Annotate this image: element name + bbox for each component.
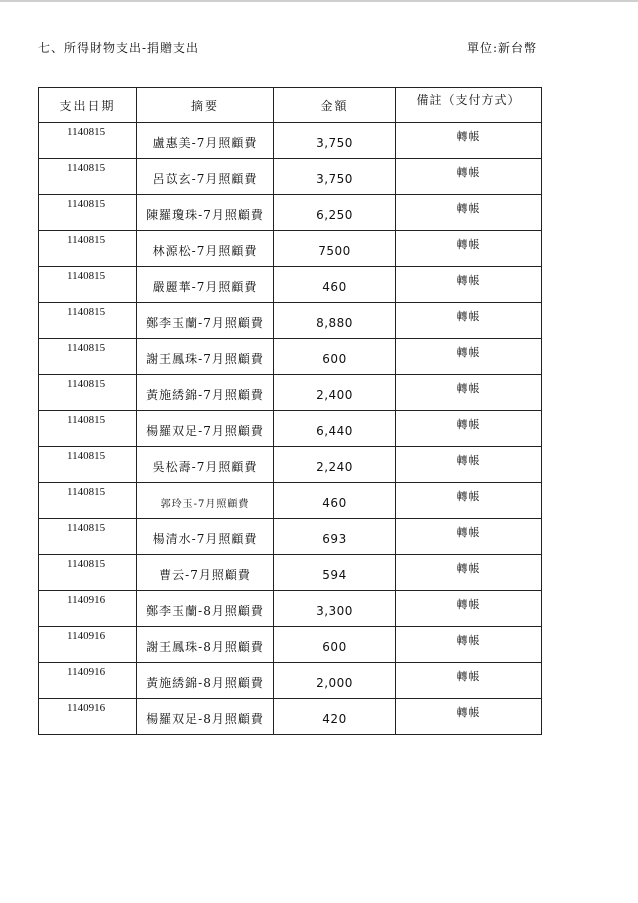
table-row bbox=[39, 519, 542, 555]
table-row bbox=[39, 123, 542, 159]
summary-cell: 黃施綉錦-8月照顧費 bbox=[137, 663, 274, 699]
summary-cell: 楊清水-7月照顧費 bbox=[137, 519, 274, 555]
date-cell: 1140815 bbox=[39, 375, 137, 411]
payment-method-cell: 轉帳 bbox=[396, 267, 542, 303]
table-header-row bbox=[39, 88, 542, 123]
header-date: 支出日期 bbox=[39, 88, 137, 123]
date-cell: 1140815 bbox=[39, 411, 137, 447]
table-row bbox=[39, 195, 542, 231]
payment-method-cell: 轉帳 bbox=[396, 591, 542, 627]
header-summary: 摘要 bbox=[137, 88, 274, 123]
payment-method-cell: 轉帳 bbox=[396, 699, 542, 735]
payment-method-cell: 轉帳 bbox=[396, 519, 542, 555]
payment-method-cell: 轉帳 bbox=[396, 663, 542, 699]
amount-cell: 3,750 bbox=[274, 123, 396, 159]
date-cell: 1140815 bbox=[39, 123, 137, 159]
payment-method-cell: 轉帳 bbox=[396, 195, 542, 231]
summary-cell: 林源松-7月照顧費 bbox=[137, 231, 274, 267]
table-body bbox=[39, 123, 542, 735]
amount-cell: 6,250 bbox=[274, 195, 396, 231]
amount-cell: 600 bbox=[274, 627, 396, 663]
amount-cell: 460 bbox=[274, 483, 396, 519]
table-row bbox=[39, 375, 542, 411]
summary-cell: 吳松壽-7月照顧費 bbox=[137, 447, 274, 483]
amount-cell: 3,750 bbox=[274, 159, 396, 195]
currency-unit: 單位:新台幣 bbox=[467, 41, 538, 55]
table-row bbox=[39, 447, 542, 483]
summary-cell: 曹云-7月照顧費 bbox=[137, 555, 274, 591]
payment-method-cell: 轉帳 bbox=[396, 447, 542, 483]
date-cell: 1140815 bbox=[39, 339, 137, 375]
amount-cell: 460 bbox=[274, 267, 396, 303]
amount-cell: 7500 bbox=[274, 231, 396, 267]
date-cell: 1140815 bbox=[39, 267, 137, 303]
amount-cell: 8,880 bbox=[274, 303, 396, 339]
payment-method-cell: 轉帳 bbox=[396, 555, 542, 591]
amount-cell: 693 bbox=[274, 519, 396, 555]
table-row bbox=[39, 663, 542, 699]
payment-method-cell: 轉帳 bbox=[396, 627, 542, 663]
summary-cell: 嚴麗華-7月照顧費 bbox=[137, 267, 274, 303]
date-cell: 1140815 bbox=[39, 195, 137, 231]
date-cell: 1140815 bbox=[39, 303, 137, 339]
summary-cell: 呂苡玄-7月照顧費 bbox=[137, 159, 274, 195]
date-cell: 1140916 bbox=[39, 591, 137, 627]
table-row bbox=[39, 411, 542, 447]
summary-cell: 郭玲玉-7月照顧費 bbox=[137, 483, 274, 519]
summary-cell: 鄭李玉蘭-8月照顧費 bbox=[137, 591, 274, 627]
table-row bbox=[39, 591, 542, 627]
table-row bbox=[39, 339, 542, 375]
payment-method-cell: 轉帳 bbox=[396, 123, 542, 159]
donation-expense-table bbox=[38, 87, 542, 735]
date-cell: 1140815 bbox=[39, 447, 137, 483]
date-cell: 1140916 bbox=[39, 627, 137, 663]
payment-method-cell: 轉帳 bbox=[396, 375, 542, 411]
payment-method-cell: 轉帳 bbox=[396, 303, 542, 339]
summary-cell: 鄭李玉蘭-7月照顧費 bbox=[137, 303, 274, 339]
amount-cell: 2,000 bbox=[274, 663, 396, 699]
payment-method-cell: 轉帳 bbox=[396, 483, 542, 519]
amount-cell: 3,300 bbox=[274, 591, 396, 627]
section-heading: 七、所得財物支出-捐贈支出 bbox=[38, 41, 200, 55]
summary-cell: 謝王鳳珠-8月照顧費 bbox=[137, 627, 274, 663]
table-row bbox=[39, 483, 542, 519]
date-cell: 1140815 bbox=[39, 483, 137, 519]
header-amount: 金額 bbox=[274, 88, 396, 123]
date-cell: 1140916 bbox=[39, 663, 137, 699]
date-cell: 1140815 bbox=[39, 231, 137, 267]
payment-method-cell: 轉帳 bbox=[396, 231, 542, 267]
date-cell: 1140815 bbox=[39, 555, 137, 591]
summary-cell: 盧惠美-7月照顧費 bbox=[137, 123, 274, 159]
top-border bbox=[0, 0, 638, 2]
table-row bbox=[39, 303, 542, 339]
payment-method-cell: 轉帳 bbox=[396, 411, 542, 447]
table-row bbox=[39, 159, 542, 195]
date-cell: 1140916 bbox=[39, 699, 137, 735]
table-row bbox=[39, 627, 542, 663]
summary-cell: 陳羅瓊珠-7月照顧費 bbox=[137, 195, 274, 231]
payment-method-cell: 轉帳 bbox=[396, 339, 542, 375]
header-note: 備註（支付方式） bbox=[396, 88, 542, 123]
payment-method-cell: 轉帳 bbox=[396, 159, 542, 195]
amount-cell: 594 bbox=[274, 555, 396, 591]
amount-cell: 2,240 bbox=[274, 447, 396, 483]
amount-cell: 6,440 bbox=[274, 411, 396, 447]
date-cell: 1140815 bbox=[39, 519, 137, 555]
summary-cell: 楊羅双足-8月照顧費 bbox=[137, 699, 274, 735]
table-row bbox=[39, 699, 542, 735]
summary-cell: 楊羅双足-7月照顧費 bbox=[137, 411, 274, 447]
table-row bbox=[39, 231, 542, 267]
summary-cell: 謝王鳳珠-7月照顧費 bbox=[137, 339, 274, 375]
table-row bbox=[39, 267, 542, 303]
table-row bbox=[39, 555, 542, 591]
amount-cell: 2,400 bbox=[274, 375, 396, 411]
amount-cell: 600 bbox=[274, 339, 396, 375]
summary-cell: 黃施綉錦-7月照顧費 bbox=[137, 375, 274, 411]
amount-cell: 420 bbox=[274, 699, 396, 735]
date-cell: 1140815 bbox=[39, 159, 137, 195]
